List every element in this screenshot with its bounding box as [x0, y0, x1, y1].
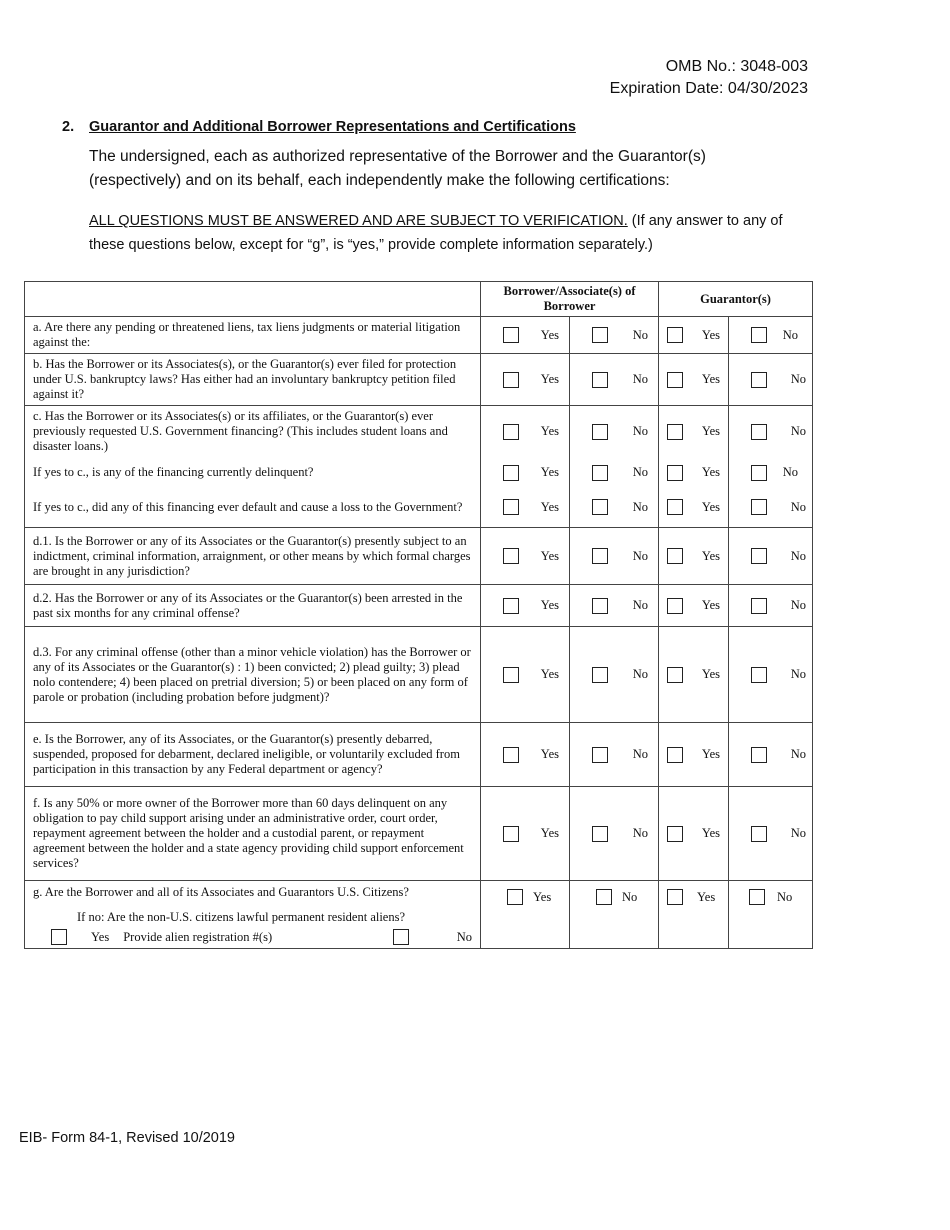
borrower-yes-checkbox[interactable] — [503, 424, 519, 440]
borrower-yes-checkbox[interactable] — [503, 826, 519, 842]
no-label: No — [777, 889, 793, 904]
yes-label: Yes — [701, 327, 721, 342]
yes-label: Yes — [701, 548, 721, 563]
question-g-sub: If no: Are the non-U.S. citizens lawful permanent resident aliens? — [77, 910, 406, 924]
question-a: a. Are there any pending or threatened liens, tax liens judgments or material litigation against the: — [25, 317, 481, 354]
notice-underlined: ALL QUESTIONS MUST BE ANSWERED AND ARE SUBJECT TO VERIFICATION. — [89, 213, 628, 229]
guarantor-no-checkbox[interactable] — [751, 327, 767, 343]
borrower-yes-checkbox[interactable] — [503, 465, 519, 481]
borrower-no-checkbox[interactable] — [592, 465, 608, 481]
section-number: 2. — [62, 119, 75, 135]
col-guarantor-header: Guarantor(s) — [659, 282, 813, 317]
notice-rest: (If any answer to any of these questions below, except for “g”, is “yes,” provide complete information separately.) — [89, 213, 783, 253]
no-label: No — [790, 499, 807, 514]
guarantor-no-checkbox[interactable] — [751, 424, 767, 440]
question-e: e. Is the Borrower, any of its Associates, or the Guarantor(s) presently debarred, suspended, proposed for debarment, declared ineligible, or voluntarily excluded from participation in this transaction by any Federal department or agency? — [25, 723, 481, 787]
question-d2: d.2. Has the Borrower or any of its Associates or the Guarantor(s) been arrested in the past six months for any criminal offense? — [25, 585, 481, 627]
yes-label: Yes — [701, 747, 721, 761]
no-label: No — [632, 667, 649, 681]
guarantor-yes-checkbox[interactable] — [667, 465, 683, 481]
question-c1: If yes to c., is any of the financing currently delinquent? — [25, 458, 481, 488]
borrower-yes-checkbox[interactable] — [503, 667, 519, 683]
borrower-yes-checkbox[interactable] — [503, 499, 519, 515]
guarantor-no-checkbox[interactable] — [751, 667, 767, 683]
section-intro: The undersigned, each as authorized representative of the Borrower and the Guarantor(s) (respectively) and on its behalf, each independently make the following certifications: — [89, 148, 706, 189]
no-label: No — [790, 424, 807, 439]
no-label: No — [632, 424, 649, 439]
borrower-no-checkbox[interactable] — [592, 372, 608, 388]
guarantor-yes-checkbox[interactable] — [667, 372, 683, 388]
yes-label: Yes — [540, 465, 559, 479]
section-title: Guarantor and Additional Borrower Representations and Certifications — [89, 119, 576, 135]
no-label: No — [790, 548, 807, 563]
guarantor-no-checkbox[interactable] — [751, 548, 767, 564]
yes-label: Yes — [540, 667, 559, 681]
certification-table — [24, 281, 813, 949]
question-g-cell — [25, 881, 481, 949]
omb-block — [610, 56, 808, 100]
no-label: No — [632, 327, 649, 342]
yes-label: Yes — [540, 747, 559, 761]
yes-label: Yes — [540, 327, 559, 342]
guarantor-yes-checkbox[interactable] — [667, 499, 683, 515]
guarantor-no-checkbox[interactable] — [749, 889, 765, 905]
no-label: No — [782, 465, 799, 479]
borrower-yes-checkbox[interactable] — [503, 548, 519, 564]
guarantor-yes-checkbox[interactable] — [667, 327, 683, 343]
alien-yes-checkbox[interactable] — [51, 929, 67, 945]
borrower-yes-checkbox[interactable] — [503, 372, 519, 388]
no-label: No — [782, 327, 799, 342]
borrower-no-checkbox[interactable] — [592, 424, 608, 440]
col-borrower-header: Borrower/Associate(s) of Borrower — [481, 282, 659, 317]
no-label: No — [632, 548, 649, 563]
alien-no-checkbox[interactable] — [393, 929, 409, 945]
borrower-no-checkbox[interactable] — [592, 499, 608, 515]
omb-number: OMB No.: 3048-003 — [665, 58, 808, 75]
yes-label: Yes — [701, 499, 721, 514]
alien-yes-label: Yes — [91, 929, 110, 944]
borrower-no-checkbox[interactable] — [592, 598, 608, 614]
yes-label: Yes — [701, 826, 721, 840]
yes-label: Yes — [697, 889, 716, 904]
yes-label: Yes — [701, 424, 721, 439]
expiration-date: Expiration Date: 04/30/2023 — [609, 80, 808, 97]
question-d1: d.1. Is the Borrower or any of its Associates or the Guarantor(s) presently subject to an indictment, criminal information, arraignment, or other means by which formal charges are brought in any jurisdiction? — [25, 528, 481, 585]
no-label: No — [632, 598, 649, 612]
yes-label: Yes — [701, 372, 721, 386]
question-c2: If yes to c., did any of this financing ever default and cause a loss to the Government? — [25, 488, 481, 528]
yes-label: Yes — [540, 424, 559, 439]
question-g: g. Are the Borrower and all of its Associates and Guarantors U.S. Citizens? — [33, 885, 409, 899]
section-heading — [62, 119, 576, 135]
borrower-yes-checkbox[interactable] — [503, 327, 519, 343]
guarantor-no-checkbox[interactable] — [751, 598, 767, 614]
guarantor-yes-checkbox[interactable] — [667, 424, 683, 440]
guarantor-no-checkbox[interactable] — [751, 372, 767, 388]
no-label: No — [790, 747, 807, 761]
borrower-yes-checkbox[interactable] — [503, 598, 519, 614]
borrower-yes-checkbox[interactable] — [503, 747, 519, 763]
question-c: c. Has the Borrower or its Associates(s) or its affiliates, or the Guarantor(s) ever previously requested U.S. Government financing? (This includes student loans and disaster loans.) — [25, 406, 481, 458]
yes-label: Yes — [701, 667, 721, 681]
borrower-no-checkbox[interactable] — [592, 747, 608, 763]
guarantor-no-checkbox[interactable] — [751, 826, 767, 842]
guarantor-yes-checkbox[interactable] — [667, 667, 683, 683]
yes-label: Yes — [540, 499, 559, 514]
borrower-no-checkbox[interactable] — [592, 667, 608, 683]
guarantor-yes-checkbox[interactable] — [667, 548, 683, 564]
verification-notice — [89, 209, 789, 257]
borrower-yes-checkbox[interactable] — [507, 889, 523, 905]
alien-registration-label: Provide alien registration #(s) — [123, 929, 273, 944]
alien-no-label: No — [456, 929, 472, 944]
guarantor-no-checkbox[interactable] — [751, 499, 767, 515]
header-blank — [25, 282, 481, 317]
no-label: No — [632, 826, 649, 840]
guarantor-yes-checkbox[interactable] — [667, 889, 683, 905]
question-g-options — [33, 929, 472, 945]
borrower-no-checkbox[interactable] — [596, 889, 612, 905]
no-label: No — [632, 465, 649, 479]
yes-label: Yes — [533, 889, 552, 904]
guarantor-no-checkbox[interactable] — [751, 747, 767, 763]
guarantor-yes-checkbox[interactable] — [667, 826, 683, 842]
no-label: No — [622, 889, 638, 904]
guarantor-yes-checkbox[interactable] — [667, 598, 683, 614]
yes-label: Yes — [540, 372, 559, 386]
no-label: No — [632, 747, 649, 761]
guarantor-no-checkbox[interactable] — [751, 465, 767, 481]
no-label: No — [632, 499, 649, 514]
no-label: No — [632, 372, 649, 386]
guarantor-yes-checkbox[interactable] — [667, 747, 683, 763]
borrower-no-checkbox[interactable] — [592, 327, 608, 343]
borrower-no-checkbox[interactable] — [592, 826, 608, 842]
no-label: No — [790, 667, 807, 681]
yes-label: Yes — [701, 598, 721, 612]
yes-label: Yes — [540, 598, 559, 612]
no-label: No — [790, 372, 807, 386]
borrower-no-checkbox[interactable] — [592, 548, 608, 564]
question-b: b. Has the Borrower or its Associates(s), or the Guarantor(s) ever filed for protection under U.S. bankruptcy laws? Has either had an involuntary bankruptcy petition filed against it? — [25, 354, 481, 406]
no-label: No — [790, 826, 807, 840]
no-label: No — [790, 598, 807, 612]
yes-label: Yes — [540, 826, 559, 840]
form-footer: EIB- Form 84-1, Revised 10/2019 — [19, 1130, 235, 1146]
yes-label: Yes — [540, 548, 559, 563]
question-f: f. Is any 50% or more owner of the Borrower more than 60 days delinquent on any obligation to pay child support arising under an administrative order, court order, repayment agreement between the holder and a custodial parent, or repayment agreement between the holder and a state agency providing child support enforcement services? — [25, 787, 481, 881]
question-d3: d.3. For any criminal offense (other than a minor vehicle violation) has the Borrower or any of its Associates or the Guarantor(s) : 1) been convicted; 2) plead guilty; 3) plead nolo contendere; 4) been placed on pretrial diversion; 5) or been placed on any form of parole or probation (including probation before judgment)? — [25, 627, 481, 723]
yes-label: Yes — [701, 465, 721, 479]
